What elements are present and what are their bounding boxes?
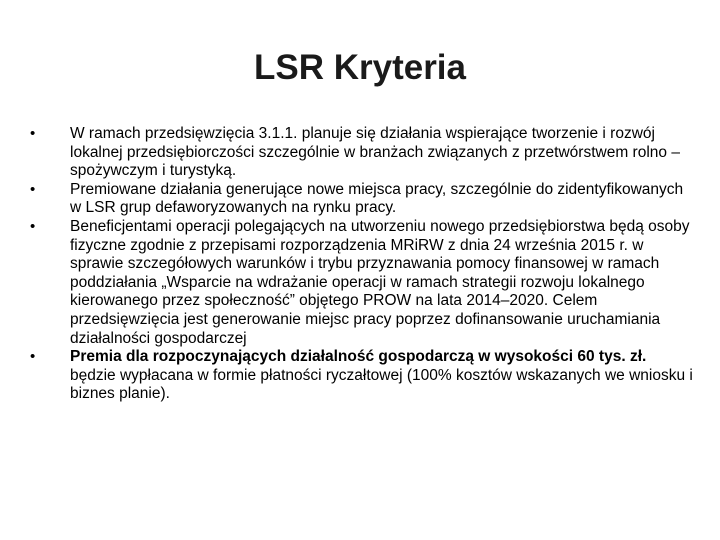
bullet-marker-icon: •: [30, 348, 36, 366]
bullet-item: [24, 218, 696, 348]
bullet-item: [24, 125, 696, 181]
bullet-marker-icon: •: [30, 125, 36, 142]
bullet-marker-icon: •: [30, 217, 36, 235]
bullet-text: Premiowane działania generujące nowe miejsca pracy, szczególnie do zidentyfikowanych w LSR grup defaworyzowanych na rynku pracy.: [70, 180, 684, 217]
bullet-marker-icon: •: [30, 180, 36, 198]
bullet-item: [24, 181, 696, 218]
bullet-bold-text: Premia dla rozpoczynających działalność gospodarczą w wysokości 60 tys. zł.: [70, 348, 647, 366]
slide-title: LSR Kryteria: [253, 48, 467, 87]
bullet-text: Beneficjentami operacji polegających na utworzeniu nowego przedsiębiorstwa będą osoby fizyczne zgodnie z przepisami rozporządzenia MRiRW z dnia 24 września 2015 r. w sprawie szczegółowych warunków i trybu przyznawania pomocy finansowej w ramach poddziałania „Wsparcie na wdrażanie operacji w ramach strategii rozwoju lokalnego kierowanego przez społeczność” objętego PROW na lata 2014–2020. Celem przedsięwzięcia jest generowanie miejsc pracy poprzez dofinansowanie uruchamiania działalności gospodarczej: [70, 217, 690, 347]
bullet-list: [24, 125, 696, 404]
bullet-item: [24, 348, 696, 404]
bullet-text: W ramach przedsięwzięcia 3.1.1. planuje się działania wspierające tworzenie i rozwój lokalnej przedsiębiorczości szczególnie w branżach związanych z przetwórstwem rolno – spożywczym i turystyką.: [70, 125, 680, 180]
bullet-text: będzie wypłacana w formie płatności ryczałtowej (100% kosztów wskazanych we wniosku i biznes planie).: [70, 366, 693, 403]
